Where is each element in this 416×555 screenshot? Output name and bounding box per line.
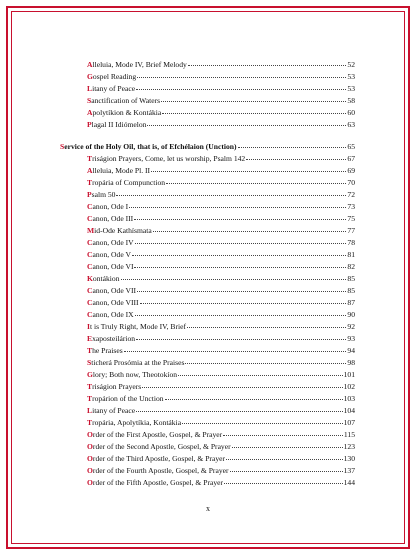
toc-entry[interactable] [87, 454, 355, 464]
toc-entry-page: 52 [347, 60, 355, 69]
toc-entry-text: itany of Peace [92, 84, 136, 93]
toc-entry-title [87, 120, 146, 130]
toc-entry-text: riságion Prayers [92, 382, 142, 391]
toc-entry-text: itany of Peace [92, 406, 136, 415]
toc-entry-text: riságion Prayers, Come, let us worship, Psalm 142 [92, 154, 246, 163]
dot-leader [151, 165, 346, 172]
toc-entry[interactable] [87, 84, 355, 94]
toc-entry-text: anon, Ode VI [92, 262, 134, 271]
toc-entry-page: 130 [343, 454, 355, 463]
toc-entry-page: 93 [347, 334, 355, 343]
toc-entry-initial: S [87, 96, 92, 105]
dot-leader [142, 381, 342, 388]
page-number: x [206, 504, 210, 513]
dot-leader [153, 225, 347, 232]
toc-entry-page: 94 [347, 346, 355, 355]
toc-entry-text: ropária of Compunction [92, 178, 166, 187]
toc-entry-title [87, 370, 177, 380]
toc-entry-text: rder of the Third Apostle, Gospel, & Prayer [92, 454, 226, 463]
toc-entry-initial: O [87, 478, 93, 487]
toc-entry-initial: T [87, 382, 93, 391]
dot-leader [116, 189, 346, 196]
toc-entry-title [87, 96, 160, 106]
toc-entry-title [87, 190, 115, 200]
toc-entry[interactable] [60, 142, 355, 152]
toc-entry-text: lleluia, Mode Pl. II [92, 166, 151, 175]
toc-entry-text: rder of the First Apostle, Gospel, & Prayer [92, 430, 223, 439]
toc-entry-text: polytíkion & Kontákia [92, 108, 162, 117]
toc-entry-title [87, 310, 134, 320]
toc-entry-page: 107 [343, 418, 355, 427]
toc-entry-title [87, 298, 139, 308]
dot-leader [238, 141, 347, 148]
toc-entry[interactable] [87, 418, 355, 428]
toc-entry-initial: T [87, 346, 93, 355]
dot-leader [121, 273, 347, 280]
toc-entry-title [87, 84, 135, 94]
toc-entry-text: salm 50 [91, 190, 116, 199]
toc-entry[interactable] [87, 478, 355, 488]
toc-entry-page: 144 [343, 478, 355, 487]
toc-entry[interactable] [87, 406, 355, 416]
toc-entry[interactable] [87, 298, 355, 308]
toc-entry-initial: C [87, 214, 93, 223]
dot-leader [232, 441, 343, 448]
dot-leader [134, 213, 346, 220]
toc-entry-initial: S [87, 358, 92, 367]
toc-entry-title [87, 262, 133, 272]
toc-entry-title [87, 382, 141, 392]
toc-entry-page: 78 [347, 238, 355, 247]
toc-entry-initial: T [87, 178, 93, 187]
toc-entry-initial: C [87, 286, 93, 295]
toc-entry-text: xaposteilárion [92, 334, 136, 343]
toc-entry[interactable] [87, 382, 355, 392]
toc-entry-page: 85 [347, 286, 355, 295]
toc-entry-initial: L [87, 406, 93, 415]
toc-entry-initial: L [87, 84, 93, 93]
toc-entry-title [87, 442, 231, 452]
dot-leader [187, 321, 346, 328]
toc-entry[interactable] [87, 202, 355, 212]
dot-leader [124, 345, 347, 352]
toc-entry-title [87, 202, 128, 212]
toc-entry[interactable] [87, 322, 355, 332]
toc-entry-initial: C [87, 250, 93, 259]
toc-entry-title [87, 466, 229, 476]
toc-entry-title [87, 274, 120, 284]
toc-entry[interactable] [87, 108, 355, 118]
toc-entry-title [87, 478, 223, 488]
dot-leader [230, 465, 343, 472]
toc-entry-title [87, 334, 135, 344]
toc-entry-page: 87 [347, 298, 355, 307]
toc-entry[interactable] [87, 334, 355, 344]
toc-entry[interactable] [87, 346, 355, 356]
toc-entry-title [87, 358, 184, 368]
dot-leader [185, 357, 346, 364]
toc-entry-text: anon, Ode I [92, 202, 129, 211]
toc-entry-initial: G [87, 370, 93, 379]
toc-entry-page: 98 [347, 358, 355, 367]
toc-entry-initial: M [87, 226, 95, 235]
toc-entry[interactable] [87, 154, 355, 164]
toc-entry-text: ontákion [92, 274, 120, 283]
toc-entry-initial: C [87, 298, 93, 307]
toc-entry-text: t is Truly Right, Mode IV, Brief [89, 322, 187, 331]
toc-entry-title [87, 418, 181, 428]
toc-entry-text: ospel Reading [92, 72, 137, 81]
toc-entry-page: 67 [347, 154, 355, 163]
toc-entry-text: anon, Ode III [92, 214, 134, 223]
toc-entry-text: lagal II Idiómelon [91, 120, 147, 129]
dot-leader [182, 417, 343, 424]
toc-entry-title [87, 238, 134, 248]
toc-entry-initial: G [87, 72, 93, 81]
toc-entry-page: 65 [347, 142, 355, 151]
toc-entry-initial: A [87, 60, 93, 69]
toc-entry-page: 53 [347, 84, 355, 93]
toc-entry-title [87, 154, 245, 164]
dot-leader [165, 393, 343, 400]
toc-entry[interactable] [87, 60, 355, 70]
toc-entry-text: anon, Ode VII [92, 286, 136, 295]
dot-leader [226, 453, 343, 460]
toc-entry-page: 101 [343, 370, 355, 379]
toc-entry-initial: O [87, 454, 93, 463]
toc-entry-text: anon, Ode IV [92, 238, 134, 247]
toc-entry-initial: P [87, 120, 92, 129]
toc-entry[interactable] [87, 262, 355, 272]
toc-entry-page: 115 [343, 430, 355, 439]
toc-entry-page: 102 [343, 382, 355, 391]
toc-entry-title [87, 226, 152, 236]
dot-leader [135, 309, 347, 316]
toc-entry-title [87, 346, 123, 356]
dot-leader [136, 405, 343, 412]
toc-entry[interactable] [87, 214, 355, 224]
toc-entry-title [87, 250, 131, 260]
toc-entry[interactable] [87, 394, 355, 404]
toc-entry-initial: S [60, 142, 65, 151]
toc-entry-page: 81 [347, 250, 355, 259]
toc-entry-text: rder of the Fourth Apostle, Gospel, & Prayer [92, 466, 229, 475]
toc-entry-page: 123 [343, 442, 355, 451]
toc-entry-initial: T [87, 394, 93, 403]
toc-entry-initial: C [87, 202, 93, 211]
toc-entry-title [87, 178, 165, 188]
toc-entry-title [60, 142, 237, 152]
toc-entry-text: he Praises [92, 346, 123, 355]
dot-leader [224, 477, 343, 484]
toc-entry-page: 63 [347, 120, 355, 129]
dot-leader [162, 107, 346, 114]
toc-entry-initial: K [87, 274, 93, 283]
toc-entry[interactable] [87, 190, 355, 200]
toc-entry-title [87, 430, 222, 440]
dot-leader [132, 249, 346, 256]
toc-entry-page: 53 [347, 72, 355, 81]
toc-entry-title [87, 60, 187, 70]
toc-entry-text: ropária, Apolytíkia, Kontákia [92, 418, 182, 427]
toc-entry[interactable] [87, 120, 355, 130]
dot-leader [129, 201, 346, 208]
toc-entry-initial: I [87, 322, 90, 331]
dot-leader [137, 71, 346, 78]
toc-entry-initial: C [87, 262, 93, 271]
dot-leader [166, 177, 346, 184]
toc-entry[interactable] [87, 358, 355, 368]
toc-entry[interactable] [87, 442, 355, 452]
dot-leader [137, 285, 346, 292]
toc-entry-title [87, 108, 161, 118]
toc-entry-page: 75 [347, 214, 355, 223]
toc-entry-title [87, 406, 135, 416]
dot-leader [223, 429, 343, 436]
dot-leader [147, 119, 346, 126]
toc-entry-initial: A [87, 166, 93, 175]
toc-entry-page: 73 [347, 202, 355, 211]
toc-entry[interactable] [87, 310, 355, 320]
toc-entry[interactable] [87, 466, 355, 476]
toc-entry[interactable] [87, 370, 355, 380]
dot-leader [246, 153, 346, 160]
toc-entry-page: 92 [347, 322, 355, 331]
dot-leader [136, 83, 346, 90]
toc-entry[interactable] [87, 286, 355, 296]
toc-entry-page: 69 [347, 166, 355, 175]
toc-entry[interactable] [87, 96, 355, 106]
toc-entry-page: 72 [347, 190, 355, 199]
toc-entry-page: 60 [347, 108, 355, 117]
toc-entry-initial: C [87, 310, 93, 319]
toc-entry-text: lory; Both now, Theotokíon [92, 370, 178, 379]
toc-entry-initial: A [87, 108, 93, 117]
toc-entry-initial: O [87, 442, 93, 451]
dot-leader [178, 369, 343, 376]
dot-leader [188, 59, 347, 66]
toc-entry-page: 58 [347, 96, 355, 105]
toc-entry-title [87, 394, 164, 404]
toc-entry-title [87, 286, 136, 296]
toc-entry-text: rder of the Fifth Apostle, Gospel, & Prayer [92, 478, 224, 487]
toc-entry-text: anctification of Waters [91, 96, 161, 105]
toc-entry-title [87, 454, 225, 464]
toc-entry-page: 77 [347, 226, 355, 235]
toc-entry-text: rder of the Second Apostle, Gospel, & Prayer [92, 442, 231, 451]
toc-entry-text: anon, Ode VIII [92, 298, 139, 307]
toc-entry-text: id-Ode Kathísmata [94, 226, 152, 235]
toc-entry-text: ticherá Prosómia at the Praises [91, 358, 185, 367]
toc-entry-initial: O [87, 466, 93, 475]
toc-entry-page: 137 [343, 466, 355, 475]
toc-entry-initial: T [87, 418, 93, 427]
toc-entry-title [87, 72, 136, 82]
toc-entry-initial: C [87, 238, 93, 247]
toc-entry[interactable] [87, 72, 355, 82]
toc-entry[interactable] [87, 430, 355, 440]
toc-entry[interactable] [87, 274, 355, 284]
toc-entry-initial: E [87, 334, 93, 343]
dot-leader [136, 333, 346, 340]
toc-entry-text: anon, Ode IX [92, 310, 134, 319]
toc-entry-title [87, 166, 150, 176]
toc-entry-page: 104 [343, 406, 355, 415]
toc-entry-page: 82 [347, 262, 355, 271]
toc-entry-initial: T [87, 154, 93, 163]
dot-leader [161, 95, 346, 102]
toc-entry-page: 90 [347, 310, 355, 319]
toc-entry-initial: P [87, 190, 92, 199]
dot-leader [134, 261, 346, 268]
toc-entry-initial: O [87, 430, 93, 439]
toc-entry[interactable] [87, 238, 355, 248]
toc-entry-text: ervice of the Holy Oil, that is, of Efchélaion (Unction) [64, 142, 237, 151]
toc-entry-title [87, 214, 133, 224]
toc-entry[interactable] [87, 250, 355, 260]
toc-entry[interactable] [87, 166, 355, 176]
dot-leader [135, 237, 347, 244]
toc-entry[interactable] [87, 226, 355, 236]
toc-entry-page: 70 [347, 178, 355, 187]
toc-entry[interactable] [87, 178, 355, 188]
toc-entry-page: 103 [343, 394, 355, 403]
toc-entry-text: lleluia, Mode IV, Brief Melody [92, 60, 187, 69]
toc-entry-page: 85 [347, 274, 355, 283]
toc-entry-text: anon, Ode V [92, 250, 131, 259]
dot-leader [140, 297, 347, 304]
toc-entry-title [87, 322, 186, 332]
toc-entry-text: ropárion of the Unction [92, 394, 164, 403]
